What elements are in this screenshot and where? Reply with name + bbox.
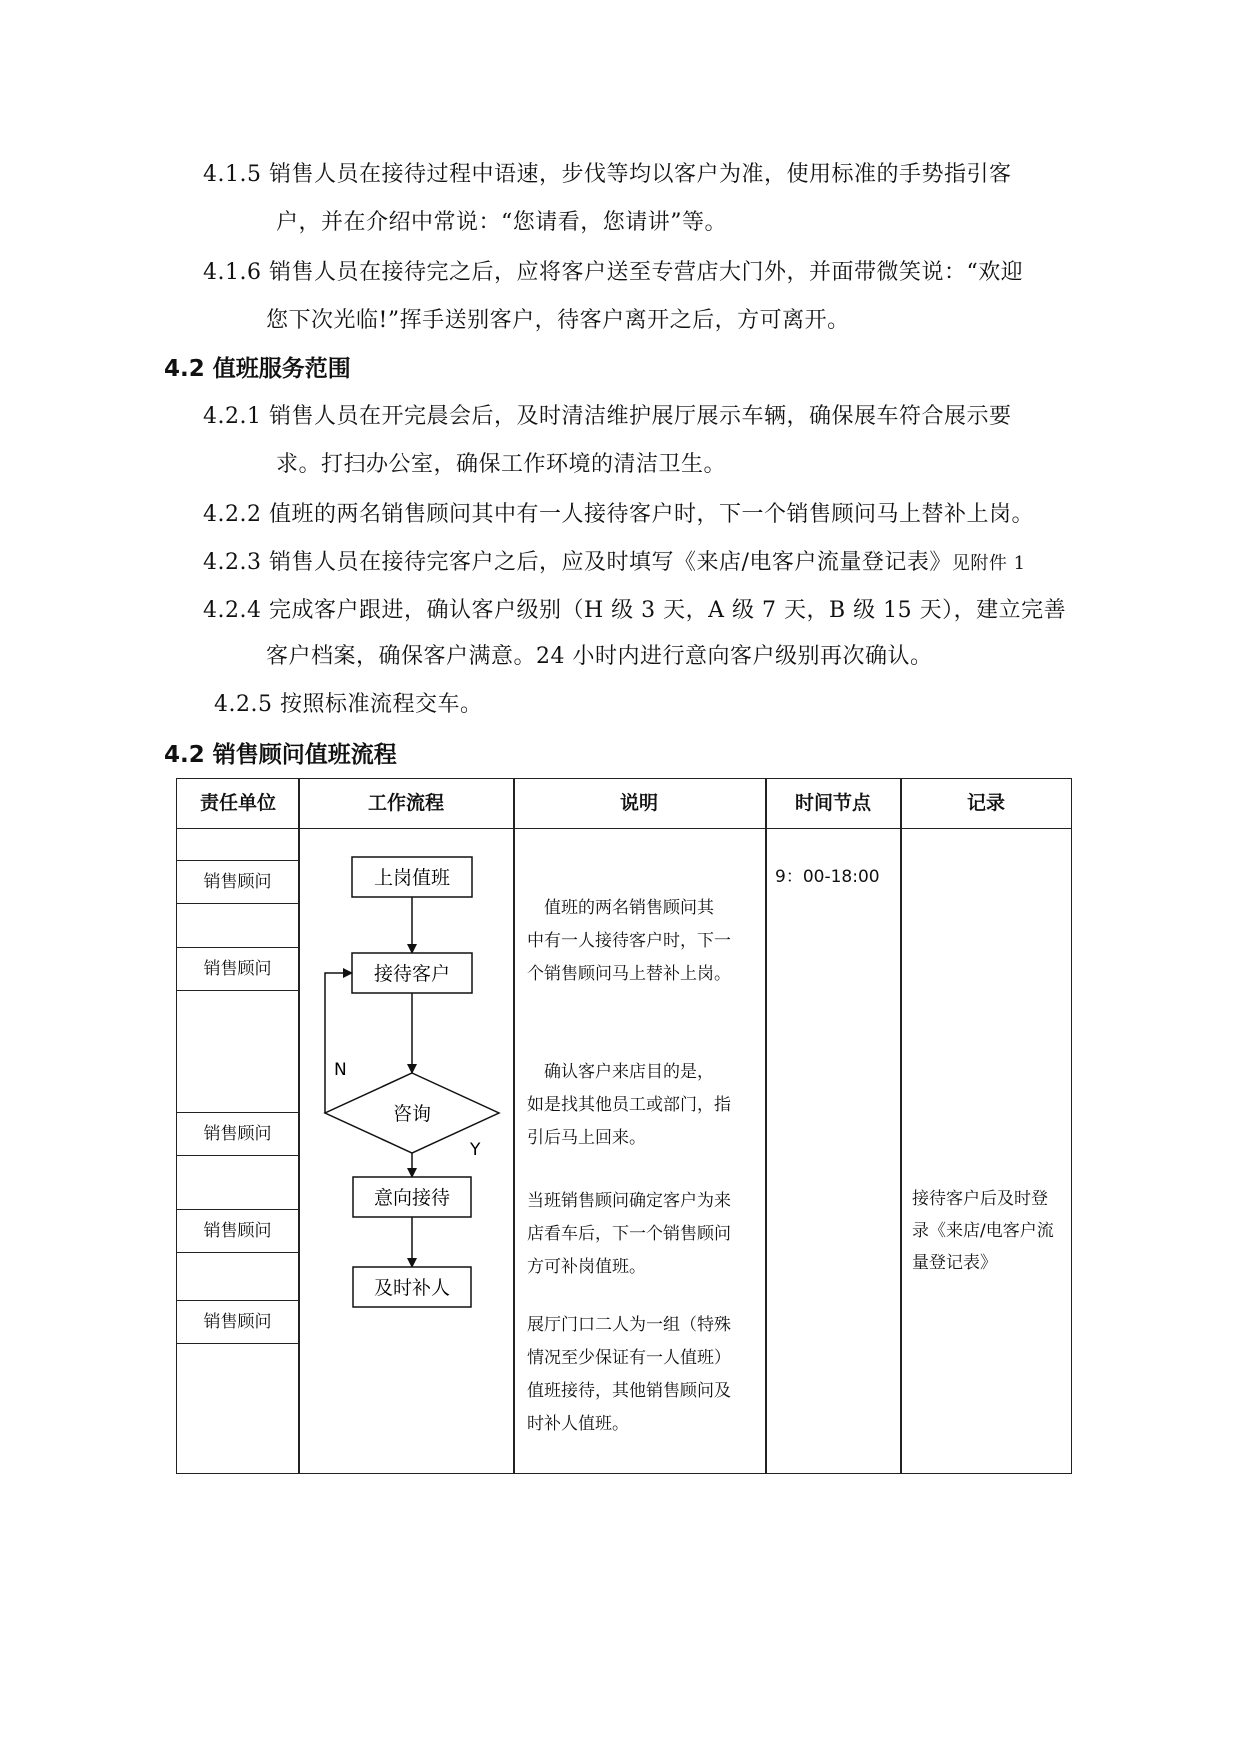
- header-work-process: 工作流程: [367, 792, 444, 814]
- heading-4-2-duty-process: 4.2 销售顾问值班流程: [164, 742, 397, 768]
- description-line: 引后马上回来。: [527, 1128, 646, 1148]
- header-responsible-unit: 责任单位: [199, 792, 276, 814]
- section-4-1-6-line2: 您下次光临!”挥手送别客户，待客户离开之后，方可离开。: [266, 308, 850, 333]
- column-divider: [900, 779, 902, 1473]
- responsible-unit-box: 销售顾问: [177, 1209, 299, 1253]
- flow-step-timely-replacement-label: 及时补人: [373, 1277, 451, 1299]
- flow-step-intent-reception-label: 意向接待: [373, 1187, 451, 1209]
- description-line: 值班接待，其他销售顾问及: [527, 1381, 731, 1401]
- description-block-1: [527, 892, 759, 991]
- header-record: 记录: [966, 792, 1005, 814]
- description-line: 如是找其他员工或部门，指: [527, 1095, 731, 1115]
- column-divider: [513, 779, 515, 1473]
- header-description: 说明: [619, 792, 658, 814]
- description-block-3: [527, 1185, 759, 1284]
- section-4-2-1-line2: 求。打扫办公室，确保工作环境的清洁卫生。: [276, 452, 727, 477]
- section-4-1-5-line1: 4.1.5 销售人员在接待过程中语速，步伐等均以客户为准，使用标准的手势指引客: [203, 162, 1012, 187]
- description-line: 个销售顾问马上替补上岗。: [527, 964, 731, 984]
- record-note: [912, 1183, 1066, 1279]
- section-4-2-1-line1: 4.2.1 销售人员在开完晨会后，及时清洁维护展厅展示车辆，确保展车符合展示要: [203, 404, 1012, 429]
- description-line: 情况至少保证有一人值班）: [527, 1348, 731, 1368]
- responsible-unit-box: 销售顾问: [177, 860, 299, 904]
- description-line: 展厅门口二人为一组（特殊: [527, 1315, 731, 1335]
- description-line: 时补人值班。: [527, 1414, 629, 1434]
- section-4-2-3-main: 4.2.3 销售人员在接待完客户之后，应及时填写《来店/电客户流量登记表》: [203, 550, 952, 575]
- description-line: 中有一人接待客户时，下一: [527, 931, 731, 951]
- flow-yes-label: Y: [470, 1140, 481, 1160]
- responsible-unit-box: 销售顾问: [177, 1112, 299, 1156]
- description-block-4: [527, 1309, 759, 1441]
- column-divider: [765, 779, 767, 1473]
- section-4-2-3: [203, 548, 1026, 579]
- duty-process-table: [176, 778, 1072, 1474]
- section-4-2-5: 4.2.5 按照标准流程交车。: [214, 692, 483, 717]
- header-time-node: 时间节点: [794, 792, 871, 814]
- flow-step-receive-customer-label: 接待客户: [373, 963, 451, 985]
- record-line: 量登记表》: [912, 1253, 997, 1273]
- description-line: 值班的两名销售顾问其: [527, 898, 714, 918]
- flow-loop-no: [325, 973, 352, 1113]
- responsible-unit-box: 销售顾问: [177, 1300, 299, 1344]
- heading-4-2-duty-scope: 4.2 值班服务范围: [164, 356, 351, 382]
- section-4-1-5-line2: 户，并在介绍中常说：“您请看，您请讲”等。: [276, 210, 727, 235]
- duty-flowchart: [301, 831, 513, 1471]
- section-4-2-2: 4.2.2 值班的两名销售顾问其中有一人接待客户时，下一个销售顾问马上替补上岗。: [203, 502, 1034, 527]
- description-line: 方可补岗值班。: [527, 1257, 646, 1277]
- record-line: 录《来店/电客户流: [912, 1221, 1054, 1241]
- description-block-2: [527, 1056, 759, 1155]
- flow-no-label: N: [334, 1060, 347, 1080]
- section-4-2-3-tail: 见附件 1: [951, 553, 1026, 574]
- description-line: 确认客户来店目的是，: [527, 1062, 714, 1082]
- flow-step-on-duty-label: 上岗值班: [373, 867, 451, 889]
- record-line: 接待客户后及时登: [912, 1189, 1048, 1209]
- table-header-row: [177, 779, 1071, 829]
- responsible-unit-box: 销售顾问: [177, 947, 299, 991]
- section-4-2-4-line1: 4.2.4 完成客户跟进，确认客户级别（H 级 3 天，A 级 7 天，B 级 15 天），建立完善: [203, 598, 1067, 623]
- section-4-1-6-line1: 4.1.6 销售人员在接待完之后，应将客户送至专营店大门外，并面带微笑说：“欢迎: [203, 260, 1024, 285]
- flow-decision-consult-label: 咨询: [392, 1103, 432, 1125]
- description-line: 当班销售顾问确定客户为来: [527, 1191, 731, 1211]
- time-node-value: 9：00-18:00: [775, 867, 880, 887]
- section-4-2-4-line2: 客户档案，确保客户满意。24 小时内进行意向客户级别再次确认。: [266, 644, 933, 669]
- description-line: 店看车后，下一个销售顾问: [527, 1224, 731, 1244]
